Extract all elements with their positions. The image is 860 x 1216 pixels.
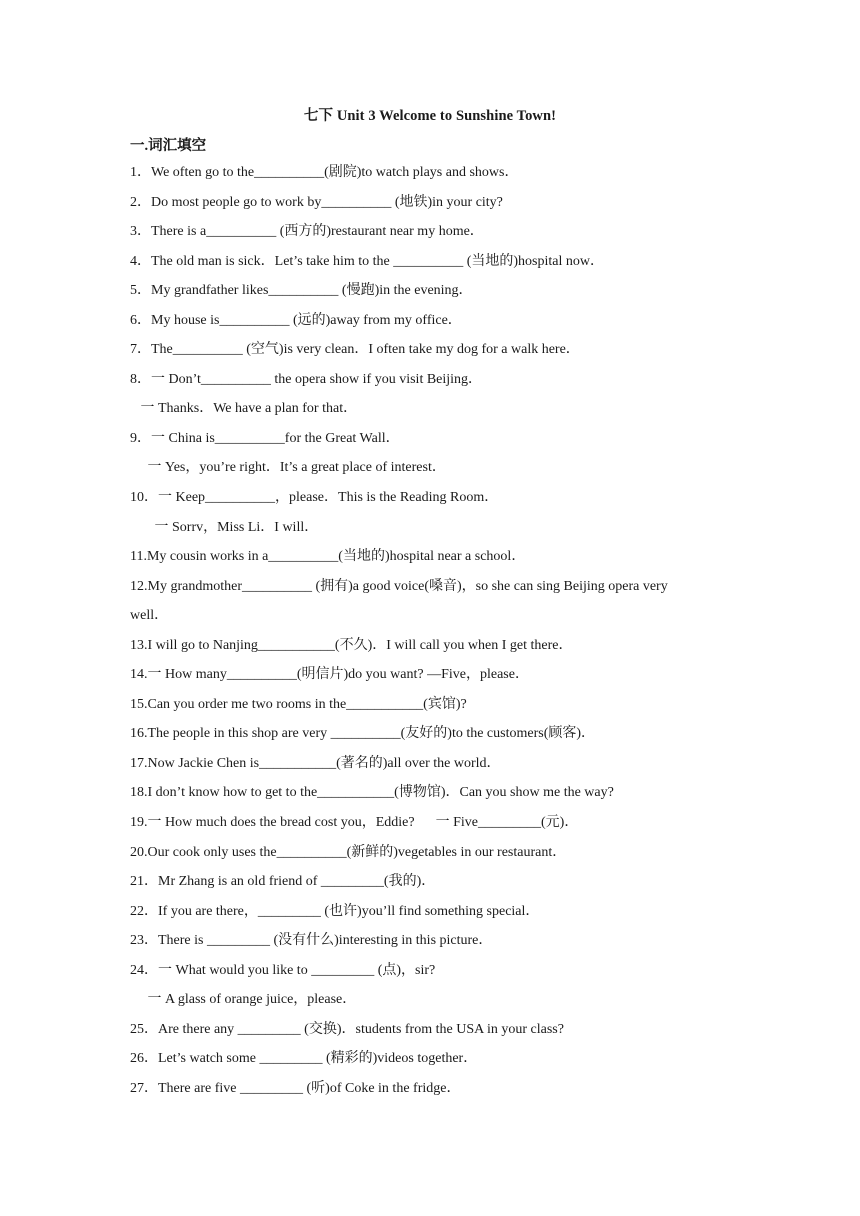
exercise-line: 一 A glass of orange juice，please．: [130, 992, 357, 1008]
exercise-line: well．: [130, 608, 169, 624]
exercise-line: 一 Sorrv，Miss Li．I will．: [130, 519, 319, 535]
exercise-line: 22．If you are there，_________ (也许)you’ll find something special．: [130, 903, 540, 919]
exercise-line: 2．Do most people go to work by__________ (地铁)in your city?: [130, 194, 503, 210]
exercise-line: 9．一 China is__________for the Great Wall．: [130, 430, 400, 446]
exercise-line: 20.Our cook only uses the__________(新鲜的)vegetables in our restaurant．: [130, 844, 567, 860]
exercise-line: 23．There is _________ (没有什么)interesting in this picture．: [130, 933, 493, 949]
exercise-line: 16.The people in this shop are very __________(友好的)to the customers(顾客)．: [130, 726, 596, 742]
exercise-line: 25．Are there any _________ (交换)．students from the USA in your class?: [130, 1021, 564, 1037]
exercise-line: 12.My grandmother__________ (拥有)a good voice(嗓音)，so she can sing Beijing opera very: [130, 578, 668, 594]
exercise-line: 8．一 Don’t__________ the opera show if you visit Beijing．: [130, 371, 483, 387]
exercise-line: 1．We often go to the__________(剧院)to watch plays and shows．: [130, 165, 519, 180]
exercise-line: 3．There is a__________ (西方的)restaurant near my home．: [130, 224, 484, 240]
exercise-line: 4．The old man is sick．Let’s take him to the __________ (当地的)hospital now．: [130, 253, 604, 269]
exercise-line: 7．The__________ (空气)is very clean．I often take my dog for a walk here．: [130, 342, 580, 358]
exercise-line: 13.I will go to Nanjing___________(不久)．I will call you when I get there．: [130, 637, 573, 653]
exercise-line: 一 Yes，you’re right．It’s a great place of interest．: [130, 460, 446, 476]
exercise-line: 21．Mr Zhang is an old friend of _________(我的)．: [130, 874, 436, 890]
exercise-line: 19.一 How much does the bread cost you，Eddie? 一 Five_________(元)．: [130, 815, 579, 831]
section-heading: 一.词汇填空: [130, 138, 207, 154]
exercise-line: 6．My house is__________ (远的)away from my office．: [130, 312, 462, 328]
exercise-line: 14.一 How many__________(明信片)do you want? —Five，please．: [130, 667, 529, 683]
exercise-line: 26．Let’s watch some _________ (精彩的)videos together．: [130, 1051, 478, 1067]
exercise-line: 27．There are five _________ (听)of Coke in the fridge．: [130, 1080, 461, 1096]
exercise-line: 5．My grandfather likes__________ (慢跑)in the evening．: [130, 283, 473, 299]
exercise-list: [130, 163, 740, 1109]
document-title: 七下 Unit 3 Welcome to Sunshine Town!: [303, 108, 557, 124]
exercise-line: 17.Now Jackie Chen is___________(著名的)all over the world．: [130, 755, 501, 771]
exercise-line: 18.I don’t know how to get to the___________(博物馆)．Can you show me the way?: [130, 785, 614, 801]
exercise-line: 24．一 What would you like to _________ (点)，sir?: [130, 962, 436, 978]
exercise-line: 11.My cousin works in a__________(当地的)hospital near a school．: [130, 549, 526, 565]
exercise-line: 一 Thanks．We have a plan for that．: [130, 401, 358, 417]
exercise-line: 10．一 Keep__________，please．This is the Reading Room．: [130, 490, 499, 506]
exercise-line: 15.Can you order me two rooms in the___________(宾馆)?: [130, 696, 467, 712]
